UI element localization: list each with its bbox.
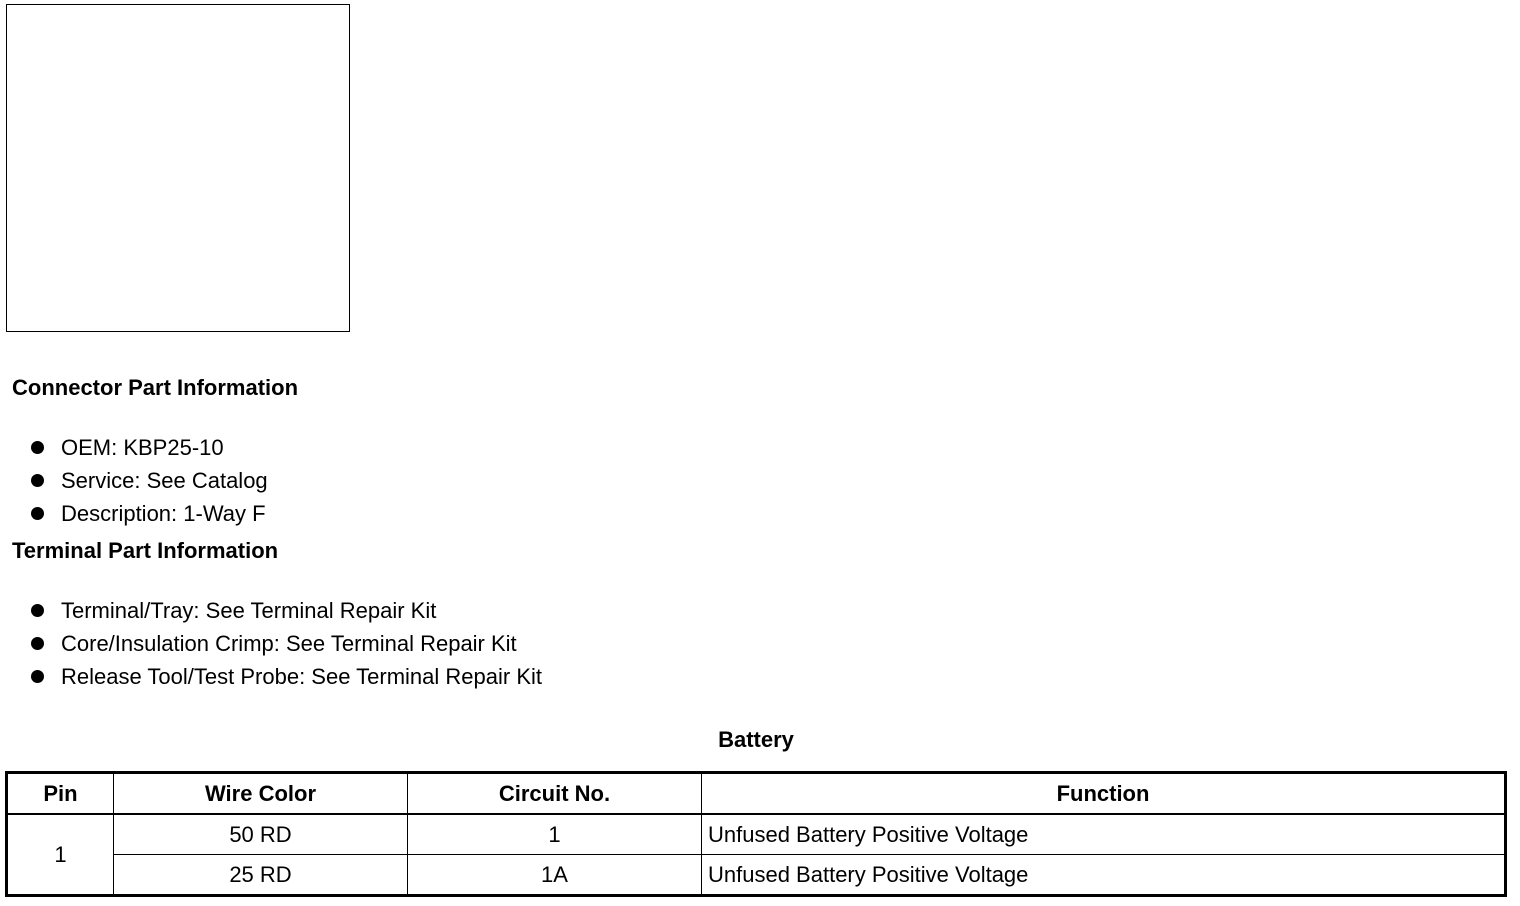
- table-caption: Battery: [718, 727, 794, 752]
- list-item: [28, 497, 268, 530]
- pinout-table: [5, 771, 1507, 897]
- list-item: [28, 431, 268, 464]
- cell-circuit: 1: [408, 814, 702, 855]
- list-item: [28, 627, 542, 660]
- bullet-icon: [31, 670, 44, 683]
- bullet-icon: [31, 474, 44, 487]
- connector-oem: OEM: KBP25-10: [61, 434, 224, 460]
- terminal-part-information-heading: Terminal Part Information: [12, 538, 279, 563]
- cell-wire-color: 25 RD: [114, 855, 408, 896]
- cell-pin: 1: [7, 814, 114, 896]
- cell-circuit: 1A: [408, 855, 702, 896]
- connector-part-list: [28, 431, 268, 530]
- terminal-release-tool: Release Tool/Test Probe: See Terminal Repair Kit: [61, 663, 542, 689]
- bullet-icon: [31, 441, 44, 454]
- list-item: [28, 660, 542, 693]
- table-row: [7, 855, 1506, 896]
- header-circuit-no: Circuit No.: [408, 773, 702, 815]
- terminal-tray: Terminal/Tray: See Terminal Repair Kit: [61, 597, 437, 623]
- header-wire-color: Wire Color: [114, 773, 408, 815]
- connector-service: Service: See Catalog: [61, 467, 268, 493]
- terminal-part-list: [28, 594, 542, 693]
- connector-description: Description: 1-Way F: [61, 500, 266, 526]
- bullet-icon: [31, 604, 44, 617]
- cell-function: Unfused Battery Positive Voltage: [702, 855, 1506, 896]
- bullet-icon: [31, 507, 44, 520]
- header-pin: Pin: [7, 773, 114, 815]
- cell-wire-color: 50 RD: [114, 814, 408, 855]
- cell-function: Unfused Battery Positive Voltage: [702, 814, 1506, 855]
- list-item: [28, 594, 542, 627]
- header-function: Function: [702, 773, 1506, 815]
- bullet-icon: [31, 637, 44, 650]
- connector-part-information-heading: Connector Part Information: [12, 375, 299, 400]
- list-item: [28, 464, 268, 497]
- connector-image-placeholder: [6, 4, 350, 332]
- table-header-row: [7, 773, 1506, 815]
- table-row: [7, 814, 1506, 855]
- terminal-crimp: Core/Insulation Crimp: See Terminal Repair Kit: [61, 630, 517, 656]
